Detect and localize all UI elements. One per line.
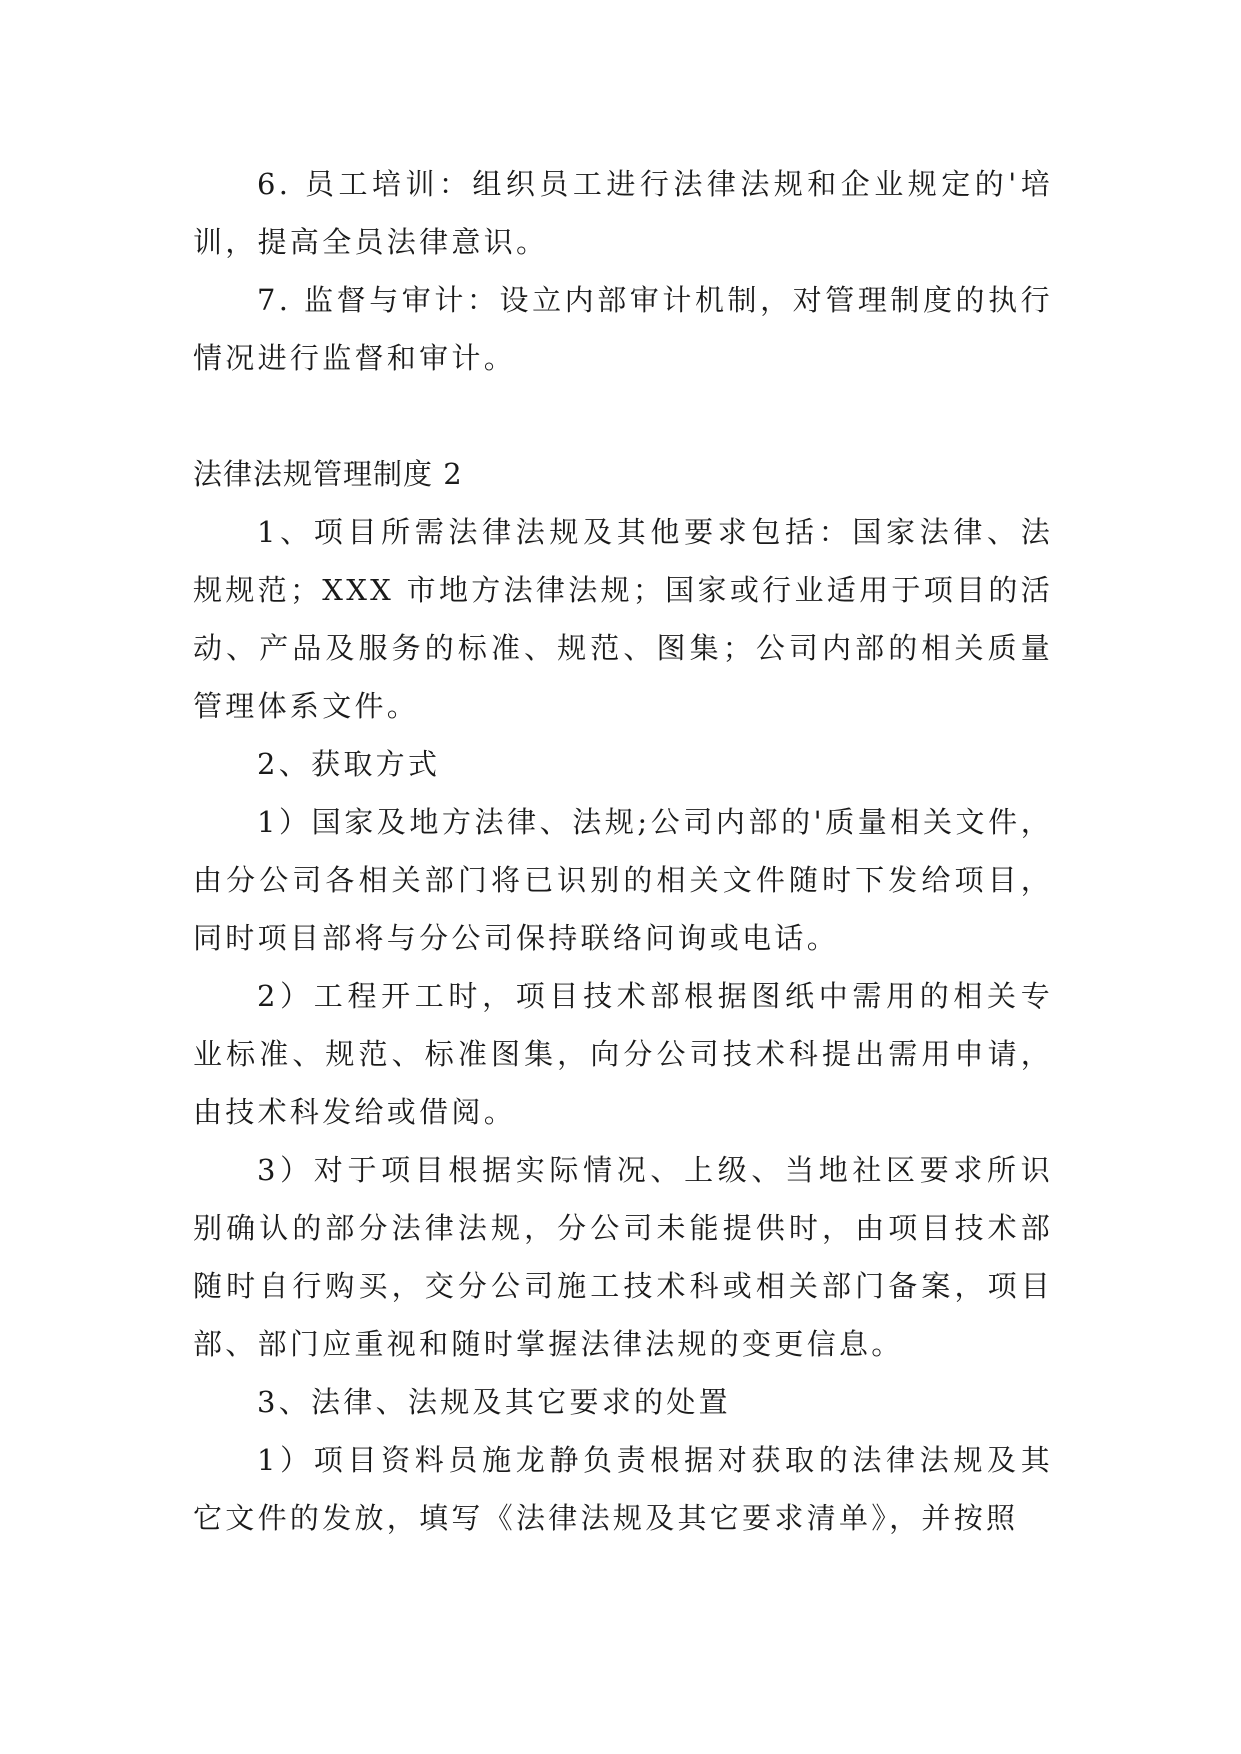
paragraph-handling-1: 1）项目资料员施龙静负责根据对获取的法律法规及其它文件的发放，填写《法律法规及其它要求清单》，并按照	[193, 1443, 1053, 1535]
section-heading: 法律法规管理制度 2	[193, 457, 463, 491]
paragraph-acquisition-title: 2、获取方式	[257, 747, 441, 781]
paragraph-acquisition-2: 2）工程开工时，项目技术部根据图纸中需用的相关专业标准、规范、标准图集，向分公司技术科提出需用申请，由技术科发给或借阅。	[193, 979, 1053, 1129]
paragraph-acquisition-1: 1）国家及地方法律、法规;公司内部的'质量相关文件，由分公司各相关部门将已识别的相关文件随时下发给项目，同时项目部将与分公司保持联络问询或电话。	[193, 805, 1053, 955]
document-body	[193, 155, 1053, 1547]
paragraph-acquisition-3: 3）对于项目根据实际情况、上级、当地社区要求所识别确认的部分法律法规，分公司未能提供时，由项目技术部随时自行购买，交分公司施工技术科或相关部门备案，项目部、部门应重视和随时掌握法律法规的变更信息。	[193, 1153, 1053, 1361]
paragraph-requirements: 1、项目所需法律法规及其他要求包括：国家法律、法规规范；XXX 市地方法律法规；国家或行业适用于项目的活动、产品及服务的标准、规范、图集；公司内部的相关质量管理体系文件。	[193, 515, 1053, 723]
paragraph-handling-title: 3、法律、法规及其它要求的处置	[257, 1385, 731, 1419]
section-spacer	[193, 387, 1053, 445]
paragraph-employee-training: 6. 员工培训：组织员工进行法律法规和企业规定的'培训，提高全员法律意识。	[193, 167, 1053, 259]
paragraph-supervision-audit: 7. 监督与审计：设立内部审计机制，对管理制度的执行情况进行监督和审计。	[193, 283, 1053, 375]
